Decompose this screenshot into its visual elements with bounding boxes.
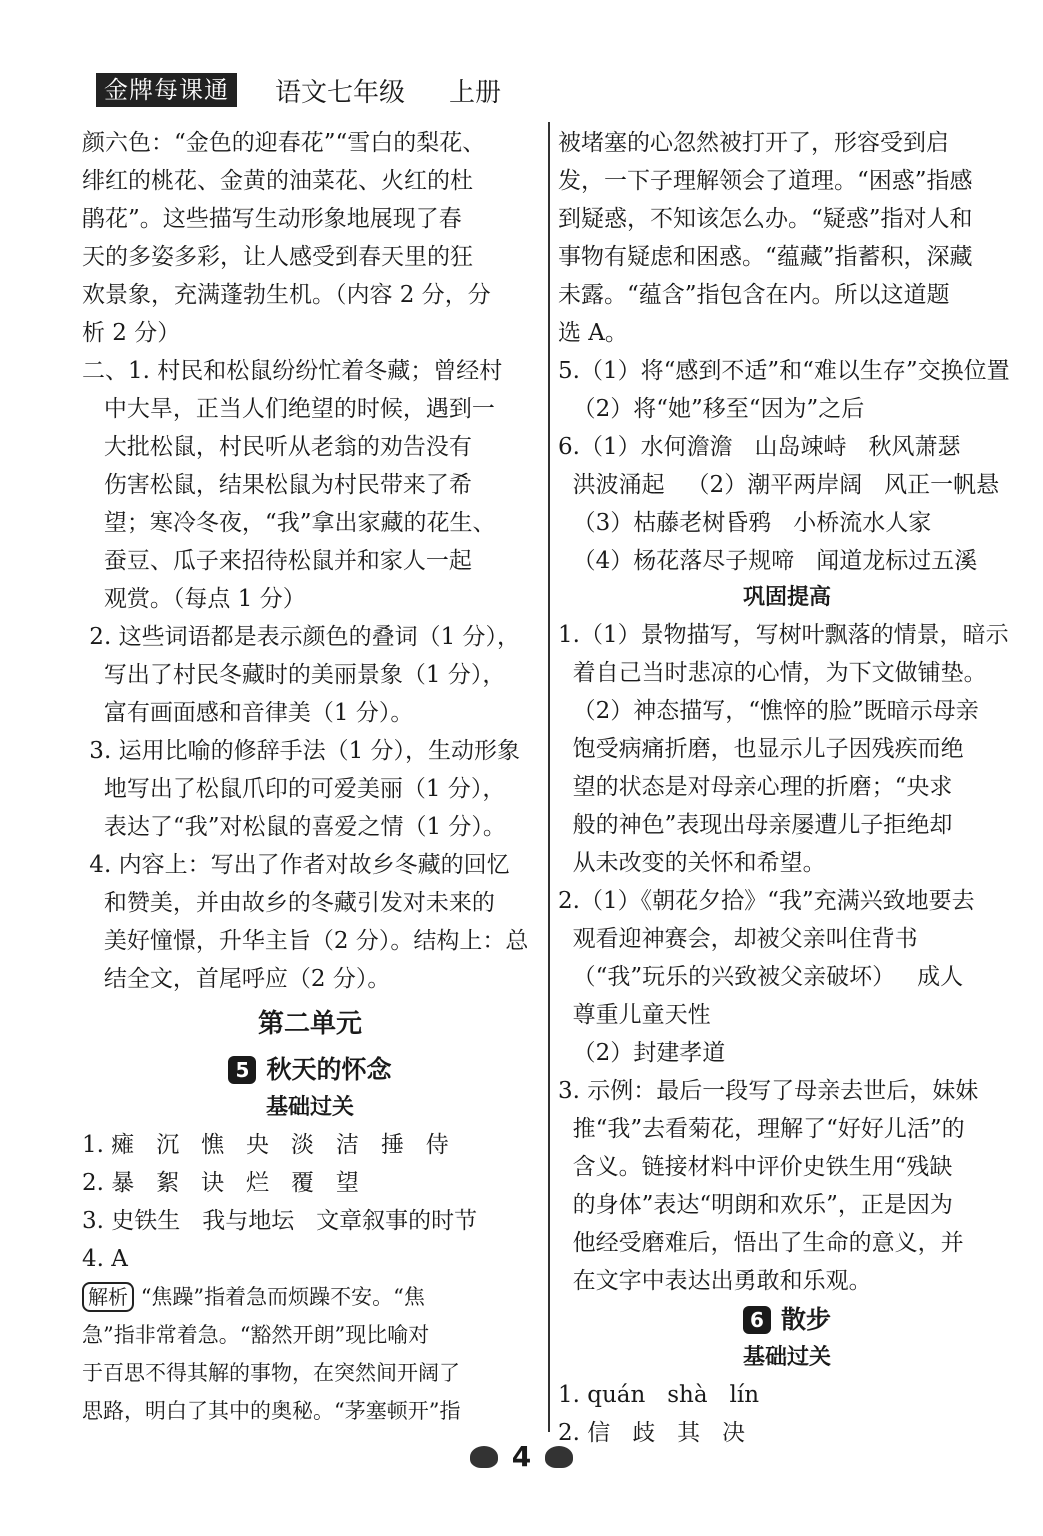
left-top-text [82,124,538,998]
text-line: 蚕豆、瓜子来招待松鼠并和家人一起 [82,548,472,574]
text-line: 绯红的桃花、金黄的油菜花、火红的杜 [82,168,473,194]
text-line: 2. 这些词语都是表示颜色的叠词（1 分）， [82,624,521,650]
text-line: （2）将“她”移至“因为”之后 [558,396,865,422]
text-line: 他经受磨难后，悟出了生命的意义，并 [558,1230,964,1256]
right-column [558,124,1016,1452]
text-line: 伤害松鼠，结果松鼠为村民带来了希 [82,472,472,498]
right-mid-text [558,352,1016,580]
text-line: 3. 运用比喻的修辞手法（1 分），生动形象 [82,738,521,764]
text-line: 观看迎神赛会，却被父亲叫住背书 [558,926,918,952]
page-footer [0,1440,1043,1473]
lesson-number-badge: 5 [228,1056,256,1084]
text-line: （“我”玩乐的兴致被父亲破坏） 成人 [558,964,964,990]
text-line: （2）神态描写，“憔悴的脸”既暗示母亲 [558,698,979,724]
text-line: 鹃花”。这些描写生动形象地展现了春 [82,206,462,232]
text-line: 大批松鼠，村民听从老翁的劝告没有 [82,434,472,460]
text-line: 3. 示例：最后一段写了母亲去世后，妹妹 [558,1078,979,1104]
text-line: 1. quán shà lín [558,1382,760,1408]
text-line: 4. A [82,1246,128,1272]
text-line: 写出了村民冬藏时的美丽景象（1 分）， [82,662,506,688]
text-line: 尊重儿童天性 [558,1002,711,1028]
text-line: 的身体”表达“明朗和欢乐”，正是因为 [558,1192,953,1218]
text-line: 发，一下子理解领会了道理。“困惑”指感 [558,168,973,194]
text-line: 1.（1）景物描写，写树叶飘落的情景，暗示 [558,622,1009,648]
text-line: 望的状态是对母亲心理的折磨；“央求 [558,774,953,800]
text-line: 6.（1）水何澹澹 山岛竦峙 秋风萧瑟 [558,434,961,460]
text-line: 地写出了松鼠爪印的可爱美丽（1 分）， [82,776,506,802]
text-line: 3. 史铁生 我与地坛 文章叙事的时节 [82,1208,478,1234]
text-line: 美好憧憬，升华主旨（2 分）。结构上：总 [82,928,529,954]
text-line: 5.（1）将“感到不适”和“难以生存”交换位置 [558,358,1010,384]
text-line: 饱受病痛折磨，也显示儿子因残疾而绝 [558,736,964,762]
column-divider [548,122,550,1432]
text-line: 事物有疑虑和困惑。“蕴藏”指蓄积，深藏 [558,244,973,270]
text-line: 结全文，首尾呼应（2 分）。 [82,966,391,992]
volume-label: 上册 [449,77,502,108]
text-line: 被堵塞的心忽然被打开了，形容受到启 [558,130,949,156]
text-line: 表达了“我”对松鼠的喜爱之情（1 分）。 [82,814,506,840]
text-line: 洪波涌起 （2）潮平两岸阔 风正一帆悬 [558,472,1000,498]
text-line: 含义。链接材料中评价史铁生用“残缺 [558,1154,953,1180]
text-line: （4）杨花落尽子规啼 闻道龙标过五溪 [558,548,978,574]
page-number: 4 [511,1440,532,1473]
text-line: 2. 暴 絮 诀 烂 覆 望 [82,1170,359,1196]
text-line: 天的多姿多彩，让人感受到春天里的狂 [82,244,473,270]
unit-title: 第二单元 [257,1009,362,1039]
text-line: 从未改变的关怀和希望。 [558,850,826,876]
lesson-number-badge: 6 [743,1306,771,1334]
subject-label: 语文七年级 [275,77,406,108]
left-answers [82,1126,538,1278]
text-line: 2.（1）《朝花夕拾》“我”充满兴致地要去 [558,888,975,914]
text-line: 4. 内容上：写出了作者对故乡冬藏的回忆 [82,852,510,878]
text-line: 观赏。（每点 1 分） [82,586,306,612]
text-line: 富有画面感和音律美（1 分）。 [82,700,414,726]
text-line: 着自己当时悲凉的心情，为下文做铺垫。 [558,660,987,686]
section-heading: 巩固提高 [742,585,831,610]
lesson-6-heading [558,1300,1016,1340]
text-line: 和赞美，并由故乡的冬藏引发对未来的 [82,890,495,916]
lesson-title: 秋天的怀念 [266,1055,392,1084]
text-line: （3）枯藤老树昏鸦 小桥流水人家 [558,510,932,536]
jiexi-line: 急”指非常着急。“豁然开朗”现比喻对 [82,1323,430,1347]
jiexi-line: 思路，明白了其中的奥秘。“茅塞顿开”指 [82,1399,461,1423]
brand-label: 金牌每课通 [96,73,237,107]
text-line: 选 A。 [558,320,628,346]
page-header [96,70,501,110]
leaf-icon [470,1446,498,1468]
text-line: 在文字中表达出勇敢和乐观。 [558,1268,872,1294]
jiexi-tag: 解析 [82,1282,134,1312]
text-line: 二、1. 村民和松鼠纷纷忙着冬藏；曾经村 [82,358,503,384]
lesson-title: 散步 [780,1305,831,1334]
section-heading: 基础过关 [742,1345,831,1370]
left-column [82,124,538,1430]
text-line: 中大旱，正当人们绝望的时候，遇到一 [82,396,495,422]
text-line: 未露。“蕴含”指包含在内。所以这道题 [558,282,950,308]
jiexi-line: 于百思不得其解的事物，在突然间开阔了 [82,1361,460,1385]
jiexi-line: “焦躁”指着急而烦躁不安。“焦 [140,1285,425,1309]
text-line: 颜六色：“金色的迎春花”“雪白的梨花、 [82,130,486,156]
section-heading: 基础过关 [265,1095,354,1120]
gonggu-text [558,616,1016,1300]
text-line: 1. 瘫 沉 憔 央 淡 洁 捶 侍 [82,1132,449,1158]
text-line: 欢景象，充满蓬勃生机。（内容 2 分，分 [82,282,491,308]
lesson-5-heading [82,1050,538,1090]
text-line: 推“我”去看菊花，理解了“好好儿活”的 [558,1116,965,1142]
text-line: 2. 信 歧 其 决 [558,1420,746,1446]
right-top-text [558,124,1016,352]
text-line: （2）封建孝道 [558,1040,726,1066]
leaf-icon [545,1446,573,1468]
text-line: 到疑惑，不知该怎么办。“疑惑”指对人和 [558,206,973,232]
text-line: 望；寒冷冬夜，“我”拿出家藏的花生、 [82,510,496,536]
jiexi-first-line [82,1278,538,1316]
text-line: 般的神色”表现出母亲屡遭儿子拒绝却 [558,812,953,838]
text-line: 析 2 分） [82,320,181,346]
